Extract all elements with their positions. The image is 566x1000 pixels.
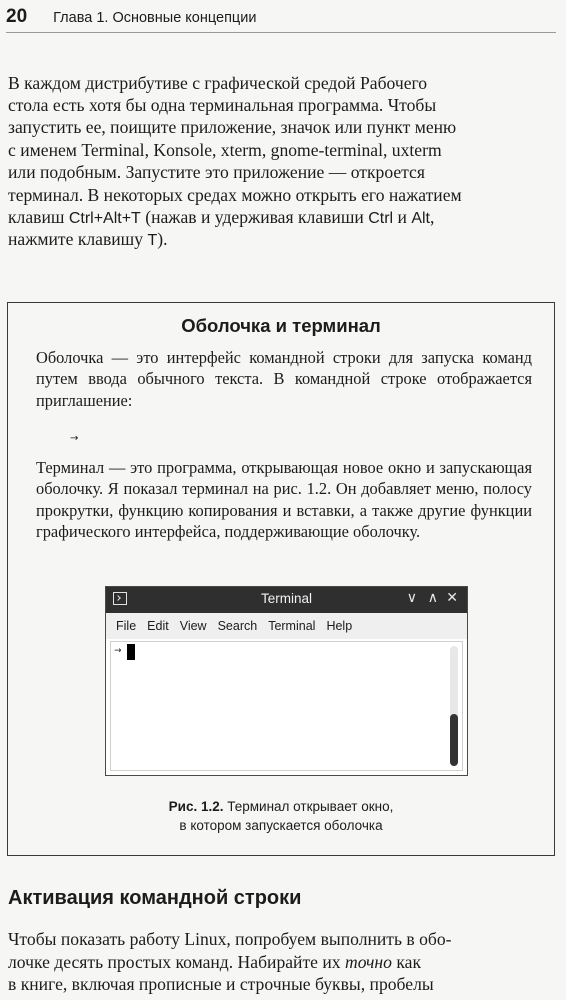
- intro-line: [8, 206, 556, 230]
- intro-line: В каждом дистрибутиве с графической средой Рабочего: [8, 73, 428, 93]
- maximize-icon[interactable]: ∧: [427, 590, 438, 606]
- body-line: Чтобы показать работу Linux, попробуем выполнить в обо-: [8, 929, 452, 949]
- page-header: [6, 6, 556, 33]
- text-cursor: [127, 644, 135, 660]
- text: лочке десять простых команд. Набирайте их: [8, 952, 345, 972]
- key-alt: Alt: [411, 210, 430, 227]
- body-line: в книге, включая прописные и строчные буквы, пробелы: [8, 974, 434, 994]
- caption-text: в котором запускается оболочка: [179, 818, 383, 833]
- key-t: T: [147, 232, 158, 249]
- intro-line: или подобным. Запустите это приложение — откроется: [8, 162, 425, 182]
- menu-edit[interactable]: Edit: [147, 619, 169, 633]
- body-line: [8, 951, 556, 973]
- sidebar-box: [7, 302, 555, 856]
- close-icon[interactable]: ✕: [446, 590, 458, 606]
- sidebar-para-shell: Оболочка — это интерфейс командной строки для запуска команд путем ввода обычного текста. В командной строке отображается приглашение:: [36, 348, 532, 410]
- terminal-titlebar[interactable]: [106, 587, 467, 613]
- scrollbar-thumb[interactable]: [450, 714, 458, 766]
- intro-line: с именем Terminal, Konsole, xterm, gnome-terminal, uxterm: [8, 140, 442, 160]
- key-ctrl: Ctrl: [368, 210, 394, 227]
- key-combo: Ctrl+Alt+T: [68, 210, 141, 227]
- prompt-symbol: →: [70, 433, 79, 444]
- intro-line: терминал. В некоторых средах можно открыть его нажатием: [8, 185, 462, 205]
- running-head: Глава 1. Основные концепции: [53, 10, 257, 26]
- intro-line: [8, 228, 556, 252]
- text: и: [393, 207, 412, 227]
- text: клавиш: [8, 207, 69, 227]
- intro-line: стола есть хотя бы одна терминальная программа. Чтобы: [8, 95, 437, 115]
- text: (нажав и удерживая клавиши: [140, 207, 369, 227]
- terminal-window: [105, 586, 468, 776]
- terminal-menubar: [106, 613, 467, 639]
- menu-help[interactable]: Help: [326, 619, 353, 633]
- caption-text: Терминал открывает окно,: [223, 799, 394, 814]
- figure-caption: [8, 797, 554, 835]
- section-heading: Активация командной строки: [8, 887, 302, 909]
- menu-search[interactable]: Search: [217, 619, 258, 633]
- emphasis: точно: [344, 952, 392, 972]
- menu-terminal[interactable]: Terminal: [268, 619, 316, 633]
- menu-file[interactable]: File: [116, 619, 137, 633]
- text: как: [391, 952, 421, 972]
- sidebar-title: Оболочка и терминал: [181, 315, 381, 336]
- minimize-icon[interactable]: ∨: [406, 590, 417, 606]
- text: нажмите клавишу: [8, 229, 148, 249]
- menu-view[interactable]: View: [179, 619, 207, 633]
- intro-line: запустить ее, поищите приложение, значок или пункт меню: [8, 117, 457, 137]
- figure-label: Рис. 1.2.: [168, 799, 224, 814]
- sidebar-para-terminal: Терминал — это программа, открывающая новое окно и запускающая оболочку. Я показал терминал на рис. 1.2. Он добавляет меню, полосу прокрутки, функцию копирования и вставки, а также другие функции графического интерфейса, поддерживающие оболочку.: [36, 458, 532, 541]
- page-number: 20: [6, 6, 28, 27]
- terminal-body[interactable]: [110, 641, 463, 771]
- text: ).: [157, 229, 168, 249]
- terminal-prompt: →: [114, 646, 122, 656]
- text: ,: [430, 207, 435, 227]
- terminal-title: Terminal: [260, 591, 312, 606]
